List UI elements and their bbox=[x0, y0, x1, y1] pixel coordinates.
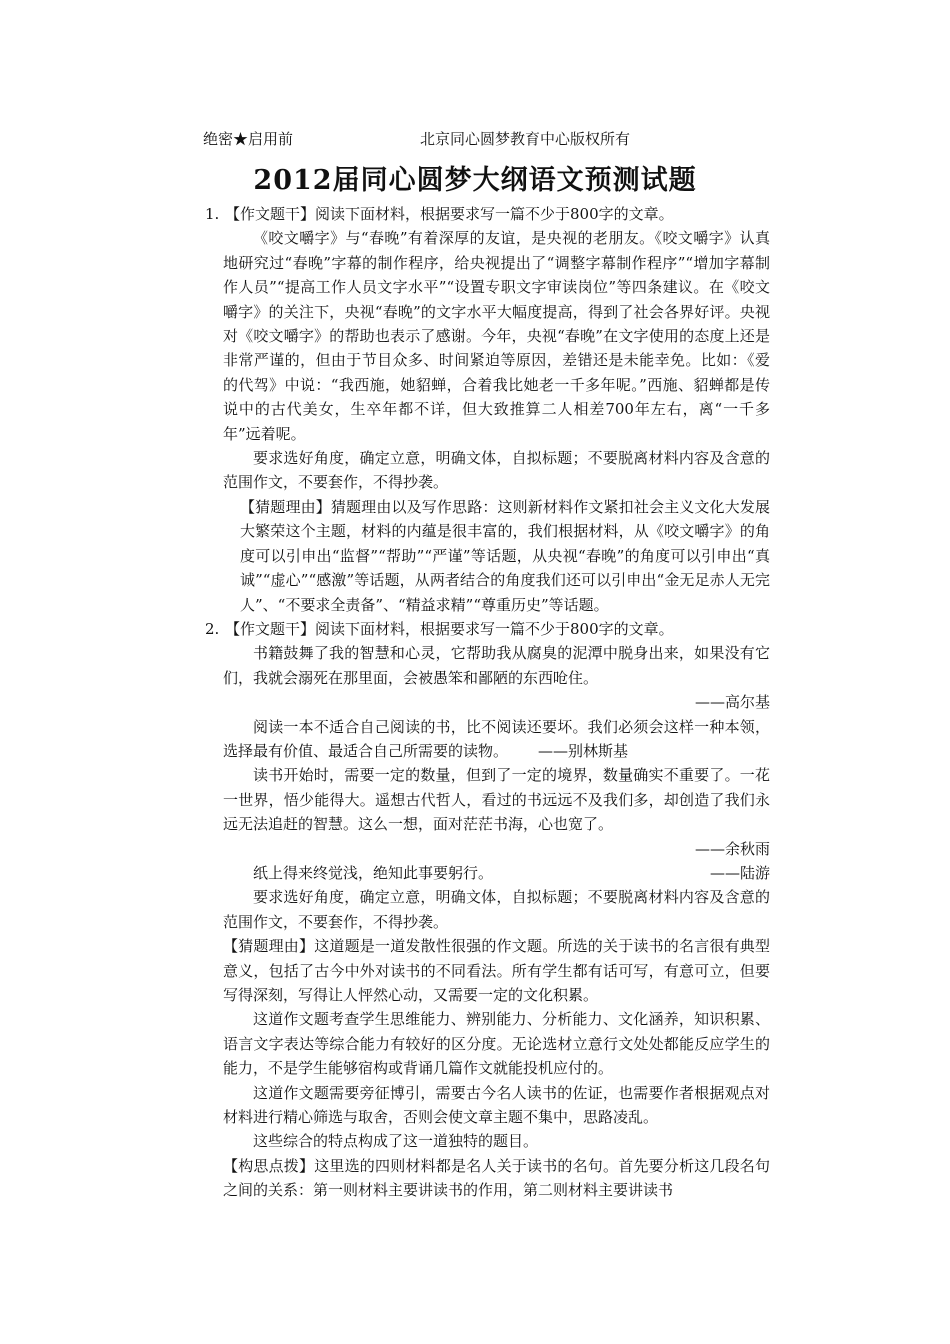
header-copyright: 北京同心圆梦教育中心版权所有 bbox=[420, 130, 631, 148]
question-2-para1: 这道作文题考查学生思维能力、辨别能力、分析能力、文化涵养，知识积累、语言文字表达等综合能力有较好的区分度。无论选材立意行文处处都能反应学生的能力，不是学生能够宿构或背诵几篇作文就能投机应付的。 bbox=[223, 1010, 770, 1078]
question-1-reason: 【猜题理由】猜题理由以及写作思路：这则新材料作文紧扣社会主义文化大发展大繁荣这个主题，材料的内蕴是很丰富的，我们根据材料，从《咬文嚼字》的角度可以引申出“监督”“帮助”“严谨”等话题，从央视“春晚”的角度可以引申出“真诚”“虚心”“感激”等话题，从两者结合的角度我们还可以引申出“金无足赤人无完人”、“不要求全责备”、“精益求精”“尊重历史”等话题。 bbox=[240, 497, 770, 614]
question-2-idea: 【构思点拨】这里选的四则材料都是名人关于读书的名句。首先要分析这几段名句之间的关系：第一则材料主要讲读书的作用，第二则材料主要讲读书 bbox=[223, 1156, 770, 1200]
page-title: 2012届同心圆梦大纲语文预测试题 bbox=[253, 165, 697, 196]
quote-lu-you-row bbox=[223, 861, 770, 885]
question-2-number: 2. bbox=[205, 619, 220, 638]
source-belinsky: ——别林斯基 bbox=[538, 741, 629, 760]
question-1-requirement: 要求选好角度，确定立意，明确文体，自拟标题；不要脱离材料内容及含意的范围作文，不要套作，不得抄袭。 bbox=[223, 449, 770, 492]
question-1-stem bbox=[205, 202, 770, 226]
quote-gorky: 书籍鼓舞了我的智慧和心灵，它帮助我从腐臭的泥潭中脱身出来，如果没有它们，我就会溺死在那里面，会被愚笨和鄙陋的东西呛住。 bbox=[223, 644, 770, 687]
question-1-number: 1. bbox=[205, 205, 220, 223]
question-1-material: 《咬文嚼字》与“春晚”有着深厚的友谊，是央视的老朋友。《咬文嚼字》认真地研究过“春晚”字幕的制作程序，给央视提出了“调整字幕制作程序”“增加字幕制作人员”“提高工作人员文字水平”“设置专职文字审读岗位”等四条建议。在《咬文嚼字》的关注下，央视“春晚”的文字水平大幅度提高，得到了社会各界好评。央视对《咬文嚼字》的帮助也表示了感谢。今年，央视“春晚”在文字使用的态度上还是非常严谨的，但由于节目众多、时间紧迫等原因，差错还是未能幸免。比如：《爱的代驾》中说：“我西施，她貂蝉，合着我比她老一千多年呢。”西施、貂蝉都是传说中的古代美女，生卒年都不详，但大致推算二人相差700年左右，离“一千多年”远着呢。 bbox=[223, 229, 770, 443]
source-gorky: ——高尔基 bbox=[694, 693, 770, 712]
quote-belinsky: 阅读一本不适合自己阅读的书，比不阅读还要坏。我们必须会这样一种本领，选择最有价值、最适合自己所需要的读物。 ——别林斯基 bbox=[223, 717, 770, 760]
question-2-para3: 这些综合的特点构成了这一道独特的题目。 bbox=[253, 1132, 539, 1151]
source-yu-qiuyu: ——余秋雨 bbox=[694, 839, 770, 858]
question-2-para2: 这道作文题需要旁征博引，需要古今名人读书的佐证，也需要作者根据观点对材料进行精心筛选与取舍，否则会使文章主题不集中，思路凌乱。 bbox=[223, 1083, 770, 1127]
question-2-stem-text: 【作文题干】阅读下面材料，根据要求写一篇不少于800字的文章。 bbox=[225, 619, 674, 638]
question-2-requirement: 要求选好角度，确定立意，明确文体，自拟标题；不要脱离材料内容及含意的范围作文，不要套作，不得抄袭。 bbox=[223, 888, 770, 931]
source-lu-you: ——陆游 bbox=[709, 863, 770, 882]
question-2-reason: 【猜题理由】这道题是一道发散性很强的作文题。所选的关于读书的名言很有典型意义，包括了古今中外对读书的不同看法。所有学生都有话可写，有意可立，但要写得深刻，写得让人怦然心动，又需要一定的文化积累。 bbox=[223, 937, 770, 1004]
document-body bbox=[205, 202, 770, 1203]
header-confidential: 绝密★启用前 bbox=[203, 130, 294, 148]
quote-yu-qiuyu: 读书开始时，需要一定的数量，但到了一定的境界，数量确实不重要了。一花一世界，悟少能得大。遥想古代哲人，看过的书远远不及我们多，却创造了我们永远无法追赶的智慧。这么一想，面对茫茫书海，心也宽了。 bbox=[223, 766, 770, 834]
quote-lu-you: 纸上得来终觉浅，绝知此事要躬行。 bbox=[253, 863, 494, 882]
question-1-stem-text: 【作文题干】阅读下面材料，根据要求写一篇不少于800字的文章。 bbox=[225, 205, 674, 223]
question-2-stem bbox=[205, 617, 770, 641]
